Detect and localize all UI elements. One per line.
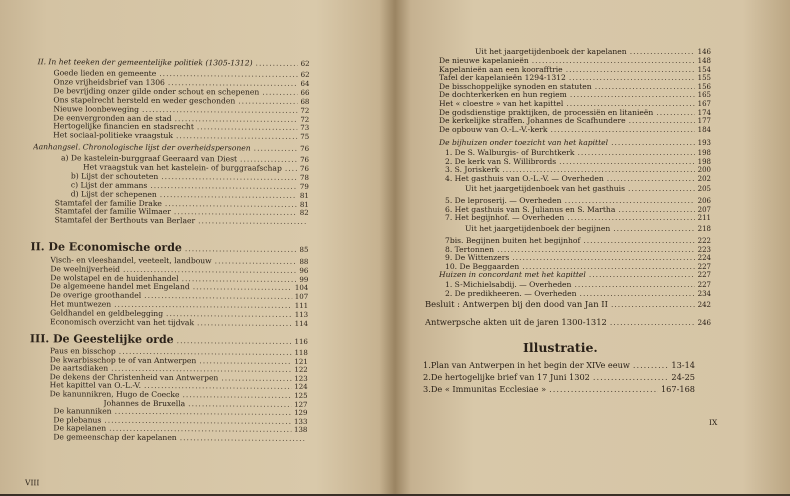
entry-page: 123: [294, 374, 308, 383]
section-page: 227: [697, 271, 711, 279]
entry-title: Stamtafel der familie Wilmaer: [54, 206, 171, 217]
illustration-entry: [423, 372, 695, 382]
toc-entry: [50, 317, 308, 329]
entry-title: Ons stapelrecht hersteld en weder geschonden: [53, 95, 236, 106]
toc-entry-akten: [425, 318, 711, 328]
entry-page: 184: [697, 125, 711, 134]
section-page: 62: [300, 59, 310, 68]
entry-title: a) De kastelein-burggraaf Geeraard van Diest: [61, 153, 238, 164]
section-page: 116: [294, 337, 308, 346]
entry-title: 9. De Wittenzers: [445, 253, 510, 263]
entry-title: Visch- en vleeshandel, veeteelt, landbouw: [50, 255, 212, 266]
dot-leader: [633, 360, 669, 370]
entry-title: 2. De predikheeren. — Overheden: [445, 288, 577, 298]
illustration-number: 1.: [423, 360, 431, 370]
entry-page: 124: [294, 383, 308, 392]
entry-title: De kanunniken: [53, 406, 112, 416]
dot-leader: [176, 131, 297, 141]
section-heading: III. De Geestelijke orde: [29, 332, 174, 347]
entry-title: Antwerpsche akten uit de jaren 1300-1312: [425, 318, 607, 327]
dot-leader: [240, 154, 297, 163]
entry-page: 118: [294, 348, 308, 357]
dot-leader: [607, 174, 695, 183]
entry-title: 6. Het gasthuis van S. Julianus en S. Martha: [445, 204, 616, 214]
toc-heading-bijhuizen: [439, 138, 711, 148]
entry-title: 7. Het begijnhof. — Overheden: [445, 213, 565, 223]
entry-title: 5. De leproserij. — Overheden: [445, 196, 562, 205]
entry-page: 72: [300, 115, 310, 124]
dot-leader: [198, 217, 306, 227]
entry-page: 154: [697, 65, 711, 74]
entry-title: Het kapittel van O.-L.-V.: [49, 380, 142, 391]
entry-page: 107: [294, 292, 309, 302]
dot-leader: [611, 300, 695, 309]
dot-leader: [613, 224, 694, 233]
entry-title: Stamtafel der Berthouts van Berlaer: [54, 215, 196, 226]
entry-page: 227: [697, 281, 711, 289]
dot-leader: [285, 164, 297, 173]
entry-page: 72: [300, 106, 310, 115]
dot-leader: [254, 144, 298, 153]
entry-page: 206: [697, 197, 711, 205]
entry-page: 198: [697, 149, 711, 157]
toc-entry: [445, 213, 711, 223]
page-number-left: VIII: [25, 478, 40, 488]
entry-page: 167: [697, 100, 711, 108]
entry-page: 62: [300, 70, 310, 79]
entry-page: 66: [300, 88, 310, 97]
entry-title: De opbouw van O.-L.-V.-kerk: [439, 124, 548, 134]
dot-leader: [262, 87, 297, 96]
section-page: 205: [697, 185, 711, 193]
entry-page: 174: [697, 108, 711, 117]
section-heading: Huizen in concordant met het kapittel: [439, 270, 586, 279]
entry-title: De kanunnikren, Hugo de Coecke: [49, 389, 180, 400]
section-heading: De bijhuizen onder toezicht van het kapittel: [439, 138, 609, 147]
illustration-entry: [423, 384, 695, 394]
entry-title: Besluit : Antwerpen bij den dood van Jan II: [425, 300, 608, 309]
entry-page: 242: [697, 301, 711, 309]
entry-page: 211: [697, 214, 711, 223]
toc-heading-aanhangsel: [33, 142, 309, 154]
entry-page: 104: [294, 284, 309, 293]
entry-page: 76: [300, 164, 309, 173]
entry-title: Onze vrijheidsbrief van 1306: [53, 77, 165, 87]
toc-entry: [53, 432, 307, 443]
dot-leader: [580, 289, 695, 298]
toc-heading-gasthuis: [465, 184, 711, 194]
entry-page: 73: [300, 124, 310, 133]
entry-title: Het muntwezen: [50, 299, 112, 309]
section-heading: Uit het jaargetijdenboek der kapelanen: [475, 47, 627, 56]
entry-title: 2. De kerk van S. Willibrords: [445, 156, 557, 166]
entry-title: De weelnijverheid: [50, 264, 121, 274]
entry-page: 155: [697, 74, 711, 83]
toc-heading-economische: [30, 240, 308, 257]
dot-leader: [256, 59, 298, 68]
dot-leader: [589, 270, 695, 279]
entry-title: De bevrijding onzer gilde onder schout en schepenen: [53, 86, 260, 97]
dot-leader: [611, 138, 695, 147]
toc-entry: [445, 289, 711, 299]
illustration-page: 167-168: [660, 384, 695, 394]
toc-heading-begijnen: [465, 224, 711, 234]
dot-leader: [630, 47, 695, 56]
dot-leader: [177, 334, 292, 348]
entry-page: 79: [299, 182, 309, 191]
section-page: 146: [697, 48, 711, 56]
entry-title: De kerkelijke straffen. Johannes de Scafhundere: [439, 116, 626, 126]
entry-page: 224: [697, 254, 711, 263]
toc-entry-besluit: [425, 300, 711, 310]
entry-page: 88: [299, 257, 309, 266]
entry-page: 111: [294, 301, 309, 310]
entry-page: 138: [293, 426, 308, 435]
entry-title: De wolstapel en de huidenhandel: [50, 272, 179, 283]
entry-title: De bisschoppelijke synoden en statuten: [439, 81, 592, 91]
entry-title: De kapelanen: [53, 423, 107, 434]
entry-title: De dochterkerken en hun regiem: [439, 90, 567, 100]
dot-leader: [593, 372, 669, 382]
entry-page: 127: [294, 400, 308, 409]
dot-leader: [197, 318, 292, 328]
toc-heading-huizen: [439, 270, 711, 280]
entry-page: 177: [697, 117, 711, 126]
illustration-title: De « Immunitas Ecclesiae »: [430, 384, 547, 394]
entry-title: 3. S. Joriskerk: [445, 165, 500, 175]
entry-page: 81: [299, 191, 309, 200]
illustratie-heading: Illustratie.: [523, 340, 598, 355]
entry-title: 1. S-Michielsabdij. — Overheden: [445, 280, 572, 289]
entry-page: 68: [300, 97, 310, 106]
illustration-entry: [423, 360, 695, 370]
toc-entry: [53, 131, 309, 143]
section-page: 193: [697, 139, 711, 147]
toc-entry: [439, 125, 711, 135]
entry-title: Goede lieden en gemeente: [53, 68, 157, 78]
illustration-title: Plan van Antwerpen in het begin der XIVe eeuw: [430, 360, 630, 370]
entry-page: 64: [300, 79, 310, 88]
entry-page: 81: [299, 200, 309, 209]
entry-page: 246: [697, 319, 711, 327]
toc-entry: [445, 174, 711, 184]
entry-title: Tafel der kapelanieën 1294-1312: [439, 73, 566, 83]
entry-title: Hertogelijke financien en stadsrecht: [53, 121, 194, 132]
entry-title: De nieuwe kapelanieën: [439, 56, 529, 65]
section-heading: II. De Economische orde: [30, 240, 182, 255]
entry-title: 10. De Beggaarden: [445, 261, 520, 271]
entry-title: De eenvergronden aan de stad: [53, 112, 172, 123]
entry-title: c) Lijst der ammans: [70, 180, 148, 190]
section-heading: II. In het teeken der gemeentelijke politiek (1305-1312): [37, 57, 253, 68]
section-heading: Uit het jaargetijdenboek van het gasthuis: [465, 184, 625, 193]
entry-title: Het vraagstuk van het kastelein- of burggraafschap: [82, 162, 282, 173]
right-page: [395, 0, 790, 494]
illustration-number: 3.: [423, 384, 431, 394]
entry-title: De godsdienstige praktijken, de processiën en litanieën: [439, 107, 654, 117]
entry-title: De plebanus: [53, 415, 102, 425]
entry-page: 125: [294, 391, 308, 400]
entry-title: De algemeene handel met Engeland: [50, 281, 190, 292]
entry-page: 78: [299, 173, 309, 182]
section-page: 218: [697, 225, 711, 233]
entry-title: 7bis. Begijnen buiten het begijnhof: [445, 236, 581, 245]
entry-title: 1. De S. Walburgis- of Burchtkerk: [445, 148, 575, 157]
entry-page: 200: [697, 166, 711, 175]
entry-title: 8. Tertonnen: [445, 244, 495, 254]
illustration-title: De hertogelijke brief van 17 Juni 1302: [430, 372, 590, 382]
section-page: 85: [299, 245, 309, 254]
entry-page: 234: [697, 289, 711, 298]
entry-title: Stamtafel der familie Drake: [54, 197, 162, 208]
dot-leader: [185, 242, 297, 256]
entry-title: Het « cloestre » van het kapittel: [439, 99, 564, 108]
entry-title: Geldhandel en geldbelegging: [50, 308, 164, 318]
entry-page: 129: [294, 408, 308, 418]
toc-entry: [55, 216, 309, 227]
entry-page: 133: [294, 417, 308, 426]
section-heading: Uit het jaargetijdenboek der begijnen: [465, 224, 611, 233]
entry-page: 122: [294, 365, 308, 375]
entry-page: 76: [300, 155, 310, 164]
dot-leader: [628, 184, 695, 193]
entry-page: 227: [697, 262, 711, 271]
illustration-page: 13-14: [671, 360, 695, 370]
entry-page: 99: [299, 275, 309, 284]
entry-title: De aartsdiaken: [49, 363, 109, 373]
dot-leader: [549, 384, 658, 394]
entry-page: 148: [697, 57, 711, 65]
entry-title: d) Lijst der schepenen: [70, 189, 157, 199]
entry-title: 4. Het gasthuis van O.-L.-V. — Overheden: [445, 173, 604, 183]
entry-page: 222: [697, 237, 711, 245]
entry-title: De overige groothandel: [50, 290, 142, 301]
entry-page: 165: [697, 91, 711, 100]
entry-title: b) Lijst der schouteten: [70, 171, 159, 181]
entry-page: 202: [697, 174, 711, 183]
section-page: 76: [300, 144, 310, 153]
entry-page: 223: [697, 245, 711, 254]
entry-page: 207: [697, 205, 711, 214]
entry-page: 113: [294, 310, 309, 319]
entry-page: 156: [697, 82, 711, 91]
entry-title: Paus en bisschop: [49, 346, 116, 356]
dot-leader: [610, 318, 695, 327]
entry-title: Het sociaal-politieke vraagstuk: [53, 130, 174, 141]
entry-title: Kapelanieën aan een koorafftrie: [439, 64, 563, 74]
illustration-page: 24-25: [671, 372, 695, 382]
illustration-number: 2.: [423, 372, 431, 382]
dot-leader: [567, 213, 694, 222]
dot-leader: [238, 96, 297, 105]
toc-heading-politiek: [38, 57, 310, 69]
entry-title: De gemeenschap der kapelanen: [53, 432, 177, 443]
entry-title: Johannes de Bruxella: [103, 398, 186, 408]
entry-page: 121: [294, 357, 308, 366]
dot-leader: [180, 433, 305, 443]
entry-title: De kwarbisschop te of van Antwerpen: [49, 354, 197, 365]
entry-title: De dekens der Christenheid van Antwerpen: [49, 372, 219, 383]
entry-page: 198: [697, 157, 711, 166]
entry-title: Nieuwe loonbeweging: [53, 103, 140, 114]
entry-title: Economisch overzicht van het tijdvak: [50, 316, 195, 327]
entry-page: 96: [299, 266, 309, 275]
section-heading: Aanhangsel. Chronologische lijst der overheidspersonen: [33, 142, 251, 153]
dot-leader: [550, 125, 694, 134]
entry-page: 75: [300, 133, 310, 142]
entry-page: 114: [294, 319, 309, 328]
entry-page: 82: [299, 209, 309, 218]
page-number-right: IX: [709, 418, 718, 427]
